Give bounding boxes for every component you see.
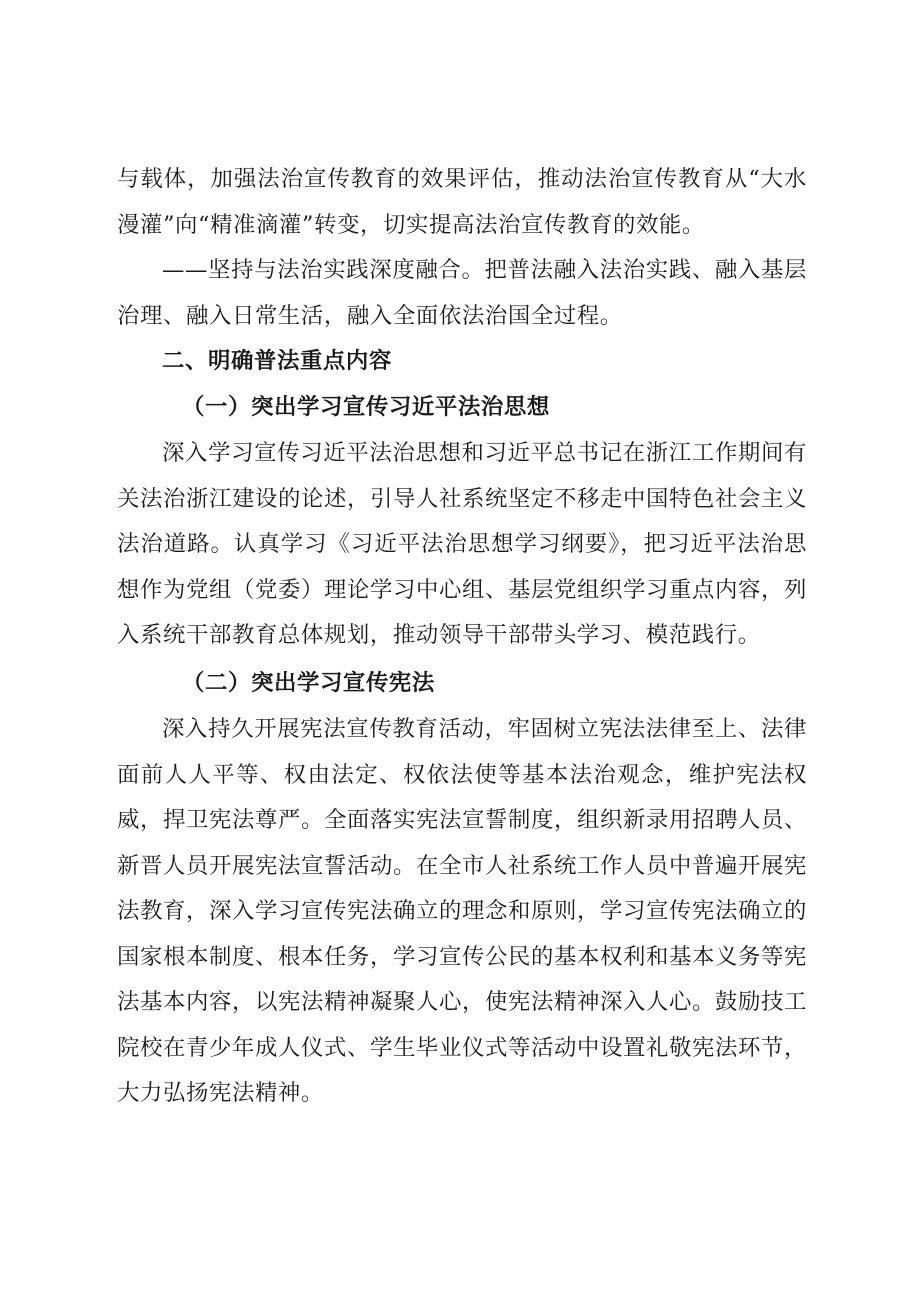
paragraph-principle: ——坚持与法治实践深度融合。把普法融入法治实践、融入基层治理、融入日常生活，融入全面依法治国全过程。 — [117, 257, 807, 329]
subsection-heading-2: （二）突出学习宣传宪法 — [182, 670, 435, 696]
paragraph-xi-rule-of-law: 深入学习宣传习近平法治思想和习近平总书记在浙江工作期间有关法治浙江建设的论述，引导人社系统坚定不移走中国特色社会主义法治道路。认真学习《习近平法治思想学习纲要》，把习近平法治思想作为党组（党委）理论学习中心组、基层党组织学习重点内容，列入系统干部教育总体规划，推动领导干部带头学习、模范践行。 — [117, 440, 807, 648]
paragraph-constitution: 深入持久开展宪法宣传教育活动，牢固树立宪法法律至上、法律面前人人平等、权由法定、权依法使等基本法治观念，维护宪法权威，捍卫宪法尊严。全面落实宪法宣誓制度，组织新录用招聘人员、新晋人员开展宪法宣誓活动。在全市人社系统工作人员中普遍开展宪法教育，深入学习宣传宪法确立的理念和原则，学习宣传宪法确立的国家根本制度、根本任务，学习宣传公民的基本权利和基本义务等宪法基本内容，以宪法精神凝聚人心，使宪法精神深入人心。鼓励技工院校在青少年成人仪式、学生毕业仪式等活动中设置礼敬宪法环节，大力弘扬宪法精神。 — [117, 716, 807, 1106]
subsection-heading-1: （一）突出学习宣传习近平法治思想 — [182, 394, 550, 420]
paragraph-continuation: 与载体，加强法治宣传教育的效果评估，推动法治宣传教育从“大水漫灌”向“精准滴灌”转变，切实提高法治宣传教育的效能。 — [117, 166, 807, 238]
section-heading: 二、明确普法重点内容 — [162, 348, 392, 374]
